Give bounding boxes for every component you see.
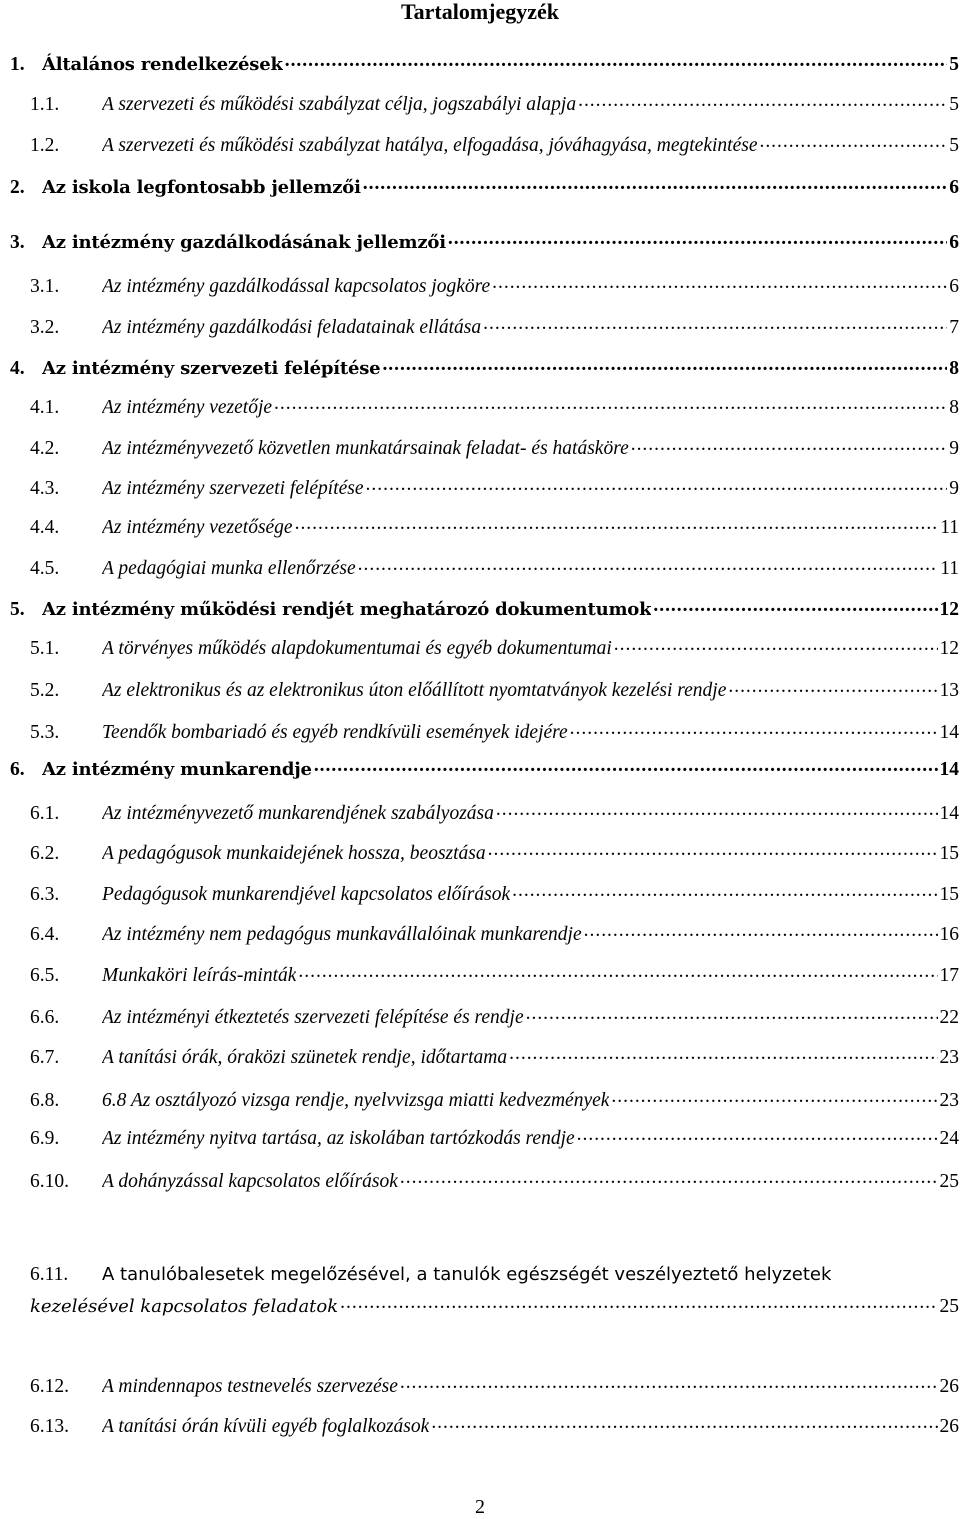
toc-entry-page: 15	[939, 883, 959, 905]
dot-leader	[611, 1086, 937, 1106]
toc-entry-title: Az intézmény gazdálkodással kapcsolatos jogköre	[102, 275, 491, 297]
toc-entry-page: 6	[949, 231, 959, 253]
dot-leader	[570, 718, 938, 738]
toc-entry-title: A dohányzással kapcsolatos előírások	[102, 1170, 398, 1192]
dot-leader	[363, 173, 948, 193]
toc-entry[interactable]	[30, 393, 959, 420]
toc-entry-title: Az intézmény gazdálkodási feladatainak ellátása	[102, 316, 482, 338]
toc-entry[interactable]	[30, 799, 959, 826]
toc-entry-number: 6.6.	[30, 1006, 60, 1028]
toc-entry-page: 9	[949, 437, 959, 459]
toc-entry-title: A pedagógusok munkaidejének hossza, beosztása	[102, 842, 486, 864]
toc-entry[interactable]	[10, 173, 959, 200]
toc-entry-title: Az intézmény nyitva tartása, az iskolában tartózkodás rendje	[102, 1127, 575, 1149]
toc-entry-title: A tanítási órán kívüli egyéb foglalkozások	[102, 1415, 430, 1437]
toc-entry-number: 4.4.	[30, 516, 60, 538]
dot-leader	[492, 272, 947, 292]
toc-entry[interactable]	[30, 90, 959, 117]
toc-entry-page: 7	[949, 316, 959, 338]
toc-entry[interactable]	[30, 676, 959, 703]
toc-entry[interactable]	[30, 1412, 959, 1439]
toc-entry[interactable]	[30, 880, 959, 907]
toc-entry-number: 1.1.	[30, 93, 60, 115]
toc-entry-number: 3.1.	[30, 275, 60, 297]
toc-entry-number: 4.2.	[30, 437, 60, 459]
toc-entry-title: Munkaköri leírás-minták	[102, 964, 297, 986]
toc-entry-page: 12	[939, 598, 959, 620]
toc-entry-title: Az iskola legfontosabb jellemzői	[42, 176, 361, 198]
dot-leader	[298, 961, 937, 981]
dot-leader	[728, 676, 937, 696]
dot-leader	[512, 880, 937, 900]
toc-entry-title: A tanítási órák, óraközi szünetek rendje, időtartama	[102, 1046, 508, 1068]
dot-leader	[577, 1124, 938, 1144]
toc-entry-page: 15	[939, 842, 959, 864]
toc-entry-title: A tanulóbalesetek megelőzésével, a tanulók egészségét veszélyeztető helyzetek	[102, 1264, 832, 1285]
dot-leader	[382, 354, 947, 374]
dot-leader	[759, 131, 947, 151]
toc-entry[interactable]	[30, 434, 959, 461]
toc-entry-title: A törvényes működés alapdokumentumai és egyéb dokumentumai	[102, 637, 612, 659]
toc-entry[interactable]	[30, 961, 959, 988]
toc-entry-number: 2.	[10, 176, 25, 198]
toc-entry[interactable]	[10, 228, 959, 255]
toc-entry-number: 6.1.	[30, 802, 60, 824]
dot-leader	[400, 1372, 938, 1392]
toc-entry-title: Az intézményvezető munkarendjének szabályozása	[102, 802, 494, 824]
toc-entry[interactable]	[30, 1372, 959, 1399]
toc-entry-number: 6.13.	[30, 1415, 69, 1437]
toc-entry-number: 3.	[10, 231, 25, 253]
toc-entry-title: kezelésével kapcsolatos feladatok	[30, 1295, 339, 1317]
toc-entry-number: 6.7.	[30, 1046, 60, 1068]
toc-entry-title: Az intézmény működési rendjét meghatározó dokumentumok	[42, 598, 652, 620]
toc-entry-title: A pedagógiai munka ellenőrzése	[102, 557, 356, 579]
toc-entry-number: 1.	[10, 53, 25, 75]
dot-leader	[295, 513, 939, 533]
dot-leader	[488, 839, 938, 859]
toc-entry-page: 12	[939, 637, 959, 659]
toc-entry-title: Az intézmény munkarendje	[42, 758, 312, 780]
toc-entry-number: 4.	[10, 357, 25, 379]
toc-entry-page: 13	[939, 679, 959, 701]
toc-entry-number: 6.9.	[30, 1127, 60, 1149]
toc-entry-title: Teendők bombariadó és egyéb rendkívüli események idejére	[102, 721, 568, 743]
toc-entry[interactable]	[30, 718, 959, 745]
toc-entry-number: 5.3.	[30, 721, 60, 743]
toc-entry-title: A szervezeti és működési szabályzat célja, jogszabályi alapja	[102, 93, 577, 115]
toc-entry-number: 4.5.	[30, 557, 60, 579]
toc-entry-number: 5.1.	[30, 637, 60, 659]
toc-entry[interactable]	[30, 1124, 959, 1151]
dot-leader	[653, 595, 937, 615]
toc-entry-page: 8	[949, 357, 959, 379]
toc-entry-title: Az intézmény nem pedagógus munkavállalóinak munkarendje	[102, 923, 582, 945]
dot-leader	[578, 90, 947, 110]
toc-entry[interactable]	[30, 474, 959, 501]
toc-entry-number: 6.3.	[30, 883, 60, 905]
toc-entry-page: 17	[939, 964, 959, 986]
toc-entry-page: 11	[940, 557, 959, 579]
toc-entry-number: 6.11.	[30, 1264, 69, 1285]
toc-entry[interactable]	[30, 554, 959, 581]
dot-leader	[314, 755, 938, 775]
toc-entry-title: A szervezeti és működési szabályzat hatálya, elfogadása, jóváhagyása, megtekintése	[102, 134, 758, 156]
toc-entry-number: 6.12.	[30, 1375, 69, 1397]
toc-entry-number: 4.1.	[30, 396, 60, 418]
toc-entry-title: Az intézmény vezetője	[102, 396, 273, 418]
toc-entry-page: 5	[949, 53, 959, 75]
toc-entry-page: 9	[949, 477, 959, 499]
dot-leader	[400, 1167, 938, 1187]
dot-leader	[483, 313, 947, 333]
toc-entry-number: 5.	[10, 598, 25, 620]
toc-entry-page: 5	[949, 93, 959, 115]
toc-entry[interactable]	[30, 131, 959, 158]
toc-entry-page: 14	[939, 721, 959, 743]
toc-entry[interactable]	[10, 595, 959, 622]
dot-leader	[631, 434, 948, 454]
toc-entry-611-line1[interactable]	[30, 1263, 959, 1287]
toc-entry-number: 4.3.	[30, 477, 60, 499]
toc-entry-page: 25	[939, 1295, 959, 1317]
toc-entry-title: Általános rendelkezések	[42, 53, 283, 75]
toc-entry-page: 16	[939, 923, 959, 945]
toc-entry-title: Az intézmény szervezeti felépítése	[42, 357, 381, 379]
toc-entry-title: Az intézményi étkeztetés szervezeti felépítése és rendje	[102, 1006, 524, 1028]
dot-leader	[358, 554, 939, 574]
toc-entry-page: 8	[949, 396, 959, 418]
dot-leader	[274, 393, 947, 413]
toc-entry-611-line2[interactable]	[30, 1292, 959, 1319]
toc-entry-number: 6.2.	[30, 842, 60, 864]
toc-entry-page: 5	[949, 134, 959, 156]
toc-entry-title: Az elektronikus és az elektronikus úton előállított nyomtatványok kezelési rendje	[102, 679, 727, 701]
toc-entry-page: 6	[949, 275, 959, 297]
toc-entry-page: 23	[939, 1046, 959, 1068]
toc-entry-page: 23	[939, 1089, 959, 1111]
toc-entry[interactable]	[30, 1043, 959, 1070]
page-title: Tartalomjegyzék	[400, 0, 560, 24]
dot-leader	[285, 50, 948, 70]
toc-entry[interactable]	[30, 634, 959, 661]
toc-entry-page: 14	[939, 758, 959, 780]
toc-entry-number: 6.4.	[30, 923, 60, 945]
page-number: 2	[475, 1496, 485, 1518]
toc-entry-page: 24	[939, 1127, 959, 1149]
toc-entry-number: 3.2.	[30, 316, 60, 338]
dot-leader	[614, 634, 938, 654]
dot-leader	[448, 228, 947, 248]
toc-entry-number: 6.	[10, 758, 25, 780]
toc-entry-number: 6.8.	[30, 1089, 60, 1111]
toc-entry-page: 25	[939, 1170, 959, 1192]
dot-leader	[584, 920, 938, 940]
toc-entry-page: 26	[939, 1415, 959, 1437]
toc-entry[interactable]	[30, 513, 959, 540]
toc-entry-page: 11	[940, 516, 959, 538]
toc-entry[interactable]	[30, 272, 959, 299]
toc-entry-title: A mindennapos testnevelés szervezése	[102, 1375, 398, 1397]
toc-entry-title: 6.8 Az osztályozó vizsga rendje, nyelvvizsga miatti kedvezmények	[102, 1089, 610, 1111]
toc-entry-title: Az intézményvezető közvetlen munkatársainak feladat- és hatásköre	[102, 437, 629, 459]
dot-leader	[526, 1003, 938, 1023]
toc-entry[interactable]	[30, 1167, 959, 1194]
toc-entry-page: 6	[949, 176, 959, 198]
dot-leader	[509, 1043, 937, 1063]
toc-entry-number: 6.5.	[30, 964, 60, 986]
toc-entry-title: Az intézmény vezetősége	[102, 516, 293, 538]
dot-leader	[496, 799, 938, 819]
toc-entry[interactable]	[30, 920, 959, 947]
toc-entry-number: 1.2.	[30, 134, 60, 156]
toc-entry[interactable]	[10, 354, 959, 381]
toc-entry-page: 26	[939, 1375, 959, 1397]
toc-entry[interactable]	[30, 839, 959, 866]
dot-leader	[366, 474, 948, 494]
toc-entry-title: Pedagógusok munkarendjével kapcsolatos előírások	[102, 883, 511, 905]
dot-leader	[340, 1292, 937, 1312]
toc-entry-number: 6.10.	[30, 1170, 69, 1192]
toc-entry[interactable]	[30, 1086, 959, 1113]
toc-entry-title: Az intézmény gazdálkodásának jellemzői	[42, 231, 446, 253]
toc-entry[interactable]	[30, 313, 959, 340]
toc-entry-page: 22	[939, 1006, 959, 1028]
dot-leader	[431, 1412, 937, 1432]
toc-entry[interactable]	[30, 1003, 959, 1030]
toc-entry-title: Az intézmény szervezeti felépítése	[102, 477, 364, 499]
toc-entry-number: 5.2.	[30, 679, 60, 701]
toc-entry[interactable]	[10, 755, 959, 782]
toc-entry-page: 14	[939, 802, 959, 824]
toc-entry[interactable]	[10, 50, 959, 77]
